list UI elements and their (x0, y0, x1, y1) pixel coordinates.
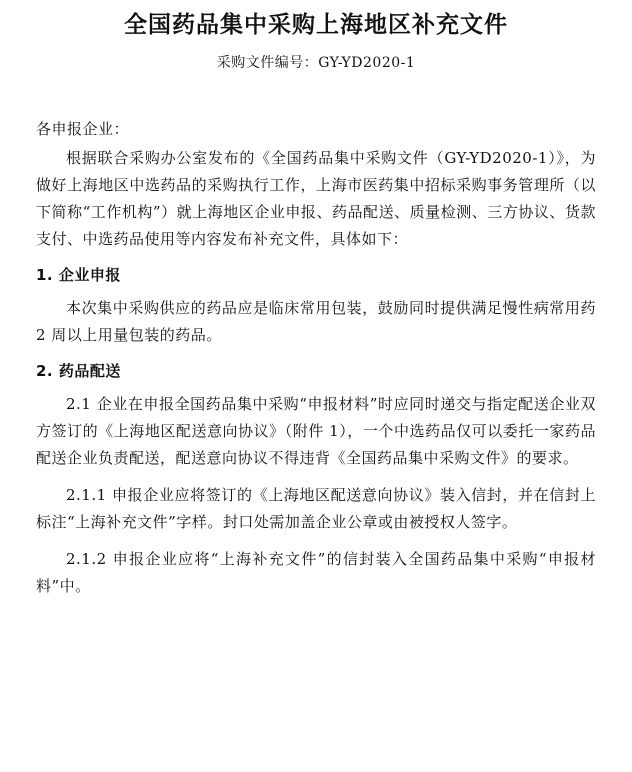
document-title: 全国药品集中采购上海地区补充文件 (124, 12, 508, 38)
intro-paragraph: 根据联合采购办公室发布的《全国药品集中采购文件（GY-YD2020-1）》，为做好上海地区中选药品的采购执行工作，上海市医药集中招标采购事务管理所（以下简称“工作机构”）就上海地区企业申报、药品配送、质量检测、三方协议、货款支付、中选药品使用等内容发布补充文件，具体如下： (36, 149, 596, 248)
section-1-paragraph: 本次集中采购供应的药品应是临床常用包装，鼓励同时提供满足慢性病常用药 2 周以上用量包装的药品。 (36, 299, 596, 344)
section-2-1-1-paragraph: 2.1.1 申报企业应将签订的《上海地区配送意向协议》装入信封，并在信封上标注“上海补充文件”字样。封口处需加盖企业公章或由被授权人签字。 (36, 486, 596, 531)
salutation: 各申报企业： (36, 120, 130, 138)
document-number: 采购文件编号：GY-YD2020-1 (216, 55, 416, 71)
section-2-1-2-paragraph: 2.1.2 申报企业应将“上海补充文件”的信封装入全国药品集中采购“申报材料”中。 (36, 550, 596, 595)
section-2-1-paragraph: 2.1 企业在申报全国药品集中采购“申报材料”时应同时递交与指定配送企业双方签订的《上海地区配送意向协议》（附件 1），一个中选药品仅可以委托一家药品配送企业负责配送，配送意向协议不得违背《全国药品集中采购文件》的要求。 (36, 395, 596, 467)
section-heading-drug-distribution: 2. 药品配送 (36, 362, 121, 380)
section-heading-enterprise-declaration: 1. 企业申报 (36, 266, 121, 284)
document-body (36, 116, 596, 610)
